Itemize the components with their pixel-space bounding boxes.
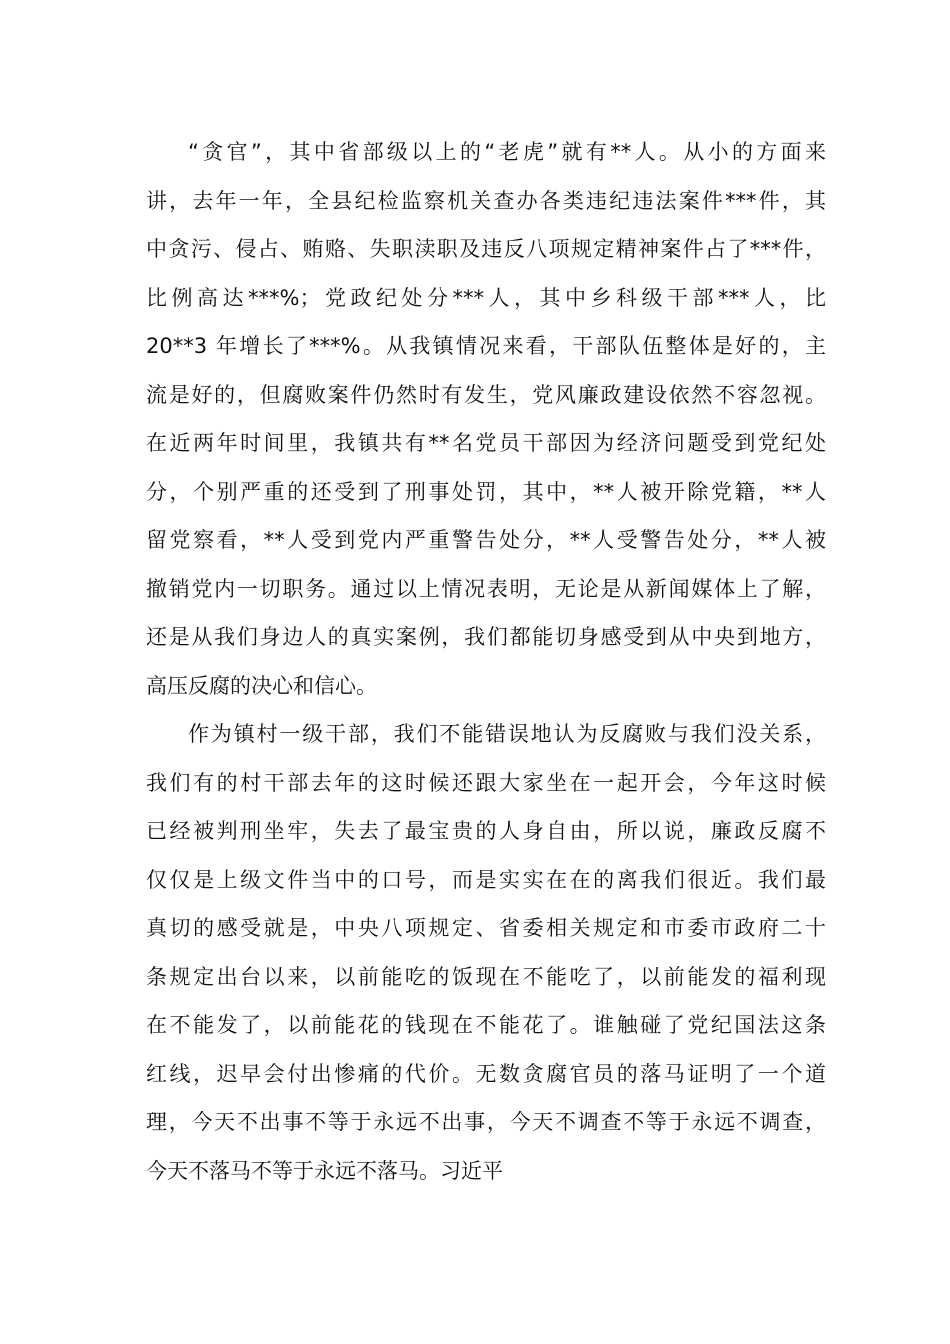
text-line: 流是好的，但腐败案件仍然时有发生，党风廉政建设依然不容忽视。 <box>146 382 826 407</box>
text-line: 仅仅是上级文件当中的口号，而是实实在在的离我们很近。我们最 <box>146 867 826 892</box>
text-line: 真切的感受就是，中央八项规定、省委相关规定和市委市政府二十 <box>146 916 826 940</box>
text-line: 留党察看，**人受到党内严重警告处分，**人受警告处分，**人被 <box>146 528 826 552</box>
text-line: “贪官”，其中省部级以上的“老虎”就有**人。从小的方面来 <box>188 140 826 164</box>
text-line: 红线，迟早会付出惨痛的代价。无数贪腐官员的落马证明了一个道 <box>146 1061 826 1086</box>
text-line: 今天不落马不等于永远不落马。习近平 <box>146 1158 503 1183</box>
text-line: 在不能发了，以前能花的钱现在不能花了。谁触碰了党纪国法这条 <box>146 1013 826 1037</box>
text-line: 讲，去年一年，全县纪检监察机关查办各类违纪违法案件***件，其 <box>146 188 826 213</box>
text-line: 理，今天不出事不等于永远不出事，今天不调查不等于永远不调查， <box>146 1110 826 1134</box>
text-line: 条规定出台以来，以前能吃的饭现在不能吃了，以前能发的福利现 <box>146 964 826 989</box>
text-line: 我们有的村干部去年的这时候还跟大家坐在一起开会，今年这时候 <box>146 770 826 795</box>
text-line: 分，个别严重的还受到了刑事处罚，其中，**人被开除党籍，**人 <box>146 479 826 504</box>
text-line: 作为镇村一级干部，我们不能错误地认为反腐败与我们没关系， <box>188 722 826 746</box>
text-line: 在近两年时间里，我镇共有**名党员干部因为经济问题受到党纪处 <box>146 431 826 455</box>
text-line: 高压反腐的决心和信心。 <box>146 673 377 698</box>
text-line: 撤销党内一切职务。通过以上情况表明，无论是从新闻媒体上了解， <box>146 576 826 601</box>
paragraph-2 <box>146 710 826 1195</box>
paragraph-1 <box>146 128 826 710</box>
text-line: 比例高达***%；党政纪处分***人，其中乡科级干部***人，比 <box>146 285 826 310</box>
text-line: 还是从我们身边人的真实案例，我们都能切身感受到从中央到地方， <box>146 625 826 649</box>
text-line: 中贪污、侵占、贿赂、失职渎职及违反八项规定精神案件占了***件， <box>146 237 826 261</box>
document-body <box>146 128 826 1195</box>
text-line: 20**3 年增长了***%。从我镇情况来看，干部队伍整体是好的，主 <box>146 334 826 358</box>
text-line: 已经被判刑坐牢，失去了最宝贵的人身自由，所以说，廉政反腐不 <box>146 819 826 843</box>
